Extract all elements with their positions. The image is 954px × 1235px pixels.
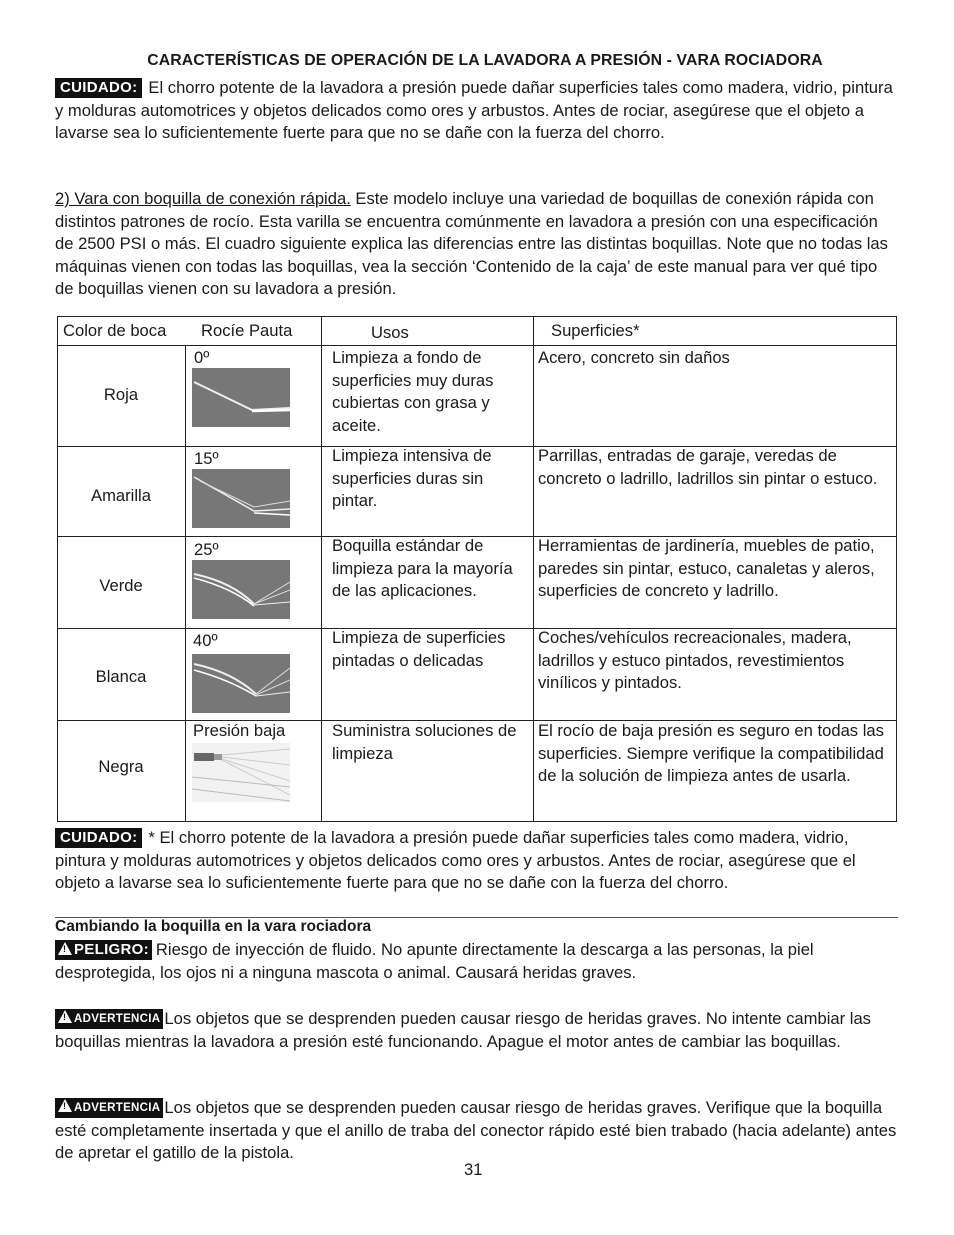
- row-surfaces-low: El rocío de baja presión es seguro en todas las superficies. Siempre verifique la compatibilidad de la solución de limpieza antes de usarla.: [538, 721, 884, 786]
- row-pattern-15: 15º: [194, 449, 219, 468]
- row-pattern-25: 25º: [194, 540, 219, 559]
- page-number: 31: [464, 1160, 483, 1179]
- spray-pattern-40-image: [192, 654, 290, 713]
- row-color-red: Roja: [103, 385, 139, 404]
- danger-text: Riesgo de inyección de fluido. No apunte directamente la descarga a las personas, la piel desprotegida, los ojos ni a ninguna mascota o animal. Causará heridas graves.: [55, 940, 814, 982]
- caution-paragraph-2: [55, 827, 900, 895]
- row-color-yellow: Amarilla: [91, 486, 151, 505]
- caution-text-1: El chorro potente de la lavadora a presión puede dañar superficies tales como madera, vidrio, pintura y molduras automotrices y objetos delicados como ores y arbustos. Antes de rociar, asegúrese que el objeto a lavarse sea lo suficientemente fuerte para que no se dañe con la fuerza del chorro.: [55, 78, 893, 143]
- row-uses-low: Suministra soluciones de limpieza: [332, 721, 517, 763]
- section-2-heading: 2) Vara con boquilla de conexión rápida.: [55, 189, 351, 208]
- row-surfaces-40: Coches/vehículos recreacionales, madera, ladrillos y estuco pintados, revestimientos vinílicos y pintados.: [538, 628, 852, 693]
- warning-badge-2: !ADVERTENCIA: [55, 1098, 163, 1118]
- warning-triangle-icon: [58, 1099, 72, 1112]
- header-color: Color de boca: [63, 321, 167, 340]
- row-pattern-low: Presión baja: [193, 721, 286, 740]
- danger-badge: !PELIGRO:: [55, 940, 152, 960]
- row-pattern-40: 40º: [193, 631, 218, 650]
- row-color-black: Negra: [98, 757, 144, 776]
- row-uses-15: Limpieza intensiva de superficies duras sin pintar.: [332, 446, 492, 511]
- warning-paragraph-1: [55, 1008, 900, 1053]
- warning-text-2: Los objetos que se desprenden pueden causar riesgo de heridas graves. Verifique que la boquilla esté completamente insertada y que el anillo de traba del conector rápido esté bien trabado (hacia adelante) antes de apretar el gatillo de la pistola.: [55, 1098, 897, 1163]
- warning-triangle-icon: [58, 942, 72, 955]
- caution-badge-2: CUIDADO:: [55, 828, 142, 848]
- warning-paragraph-2: [55, 1097, 900, 1165]
- row-surfaces-15: Parrillas, entradas de garaje, veredas de concreto o ladrillo, ladrillos sin pintar o estuco.: [538, 446, 878, 488]
- row-uses-0: Limpieza a fondo de superficies muy duras cubiertas con grasa y aceite.: [332, 348, 494, 435]
- row-surfaces-0: Acero, concreto sin daños: [538, 348, 730, 367]
- header-uses: Usos: [371, 323, 409, 342]
- row-surfaces-25: Herramientas de jardinería, muebles de patio, paredes sin pintar, estuco, canaletas y aleros, superficies de concreto y ladrillo.: [538, 536, 875, 601]
- row-color-green: Verde: [99, 576, 143, 595]
- caution-text-2: * El chorro potente de la lavadora a presión puede dañar superficies tales como madera, vidrio, pintura y molduras automotrices y objetos delicados como ores y arbustos. Antes de rociar, asegúrese que el objeto a lavarse sea lo suficientemente fuerte para que no se dañe con la fuerza del chorro.: [55, 828, 856, 893]
- section-2-paragraph: [55, 188, 900, 301]
- row-color-white: Blanca: [95, 667, 147, 686]
- header-pattern: Rocíe Pauta: [201, 321, 293, 340]
- row-pattern-0: 0º: [194, 348, 210, 367]
- warning-triangle-icon: [58, 1010, 72, 1023]
- spray-pattern-15-image: [192, 469, 290, 528]
- section-2-text: Este modelo incluye una variedad de boquillas de conexión rápida con distintos patrones de rocío. Esta varilla se encuentra comúnmente en lavadora a presión con una especificación de 2500 PSI o más. El cuadro siguiente explica las diferencias entre las distintas boquillas. Note que no todas las máquinas vienen con todas las boquillas, vea la sección ‘Contenido de la caja’ de este manual para ver qué tipo de boquillas vienen con su lavadora a presión.: [55, 189, 888, 299]
- spray-pattern-0-image: [192, 368, 290, 427]
- spray-pattern-25-image: [192, 560, 290, 619]
- page-title: CARACTERÍSTICAS DE OPERACIÓN DE LA LAVADORA A PRESIÓN - VARA ROCIADORA: [147, 52, 823, 69]
- row-uses-25: Boquilla estándar de limpieza para la mayoría de las aplicaciones.: [332, 536, 513, 601]
- caution-paragraph-1: [55, 77, 900, 145]
- nozzle-table: [57, 316, 897, 822]
- caution-badge: CUIDADO:: [55, 78, 142, 98]
- row-uses-40: Limpieza de superficies pintadas o delicadas: [332, 628, 506, 670]
- danger-paragraph: [55, 939, 900, 984]
- warning-badge-1: !ADVERTENCIA: [55, 1009, 163, 1029]
- warning-text-1: Los objetos que se desprenden pueden causar riesgo de heridas graves. No intente cambiar las boquillas mientras la lavadora a presión esté funcionando. Apague el motor antes de cambiar las boquillas.: [55, 1009, 871, 1051]
- spray-pattern-low-image: [192, 743, 290, 802]
- subheading: Cambiando la boquilla en la vara rociadora: [55, 918, 372, 935]
- header-surfaces: Superficies*: [551, 321, 640, 340]
